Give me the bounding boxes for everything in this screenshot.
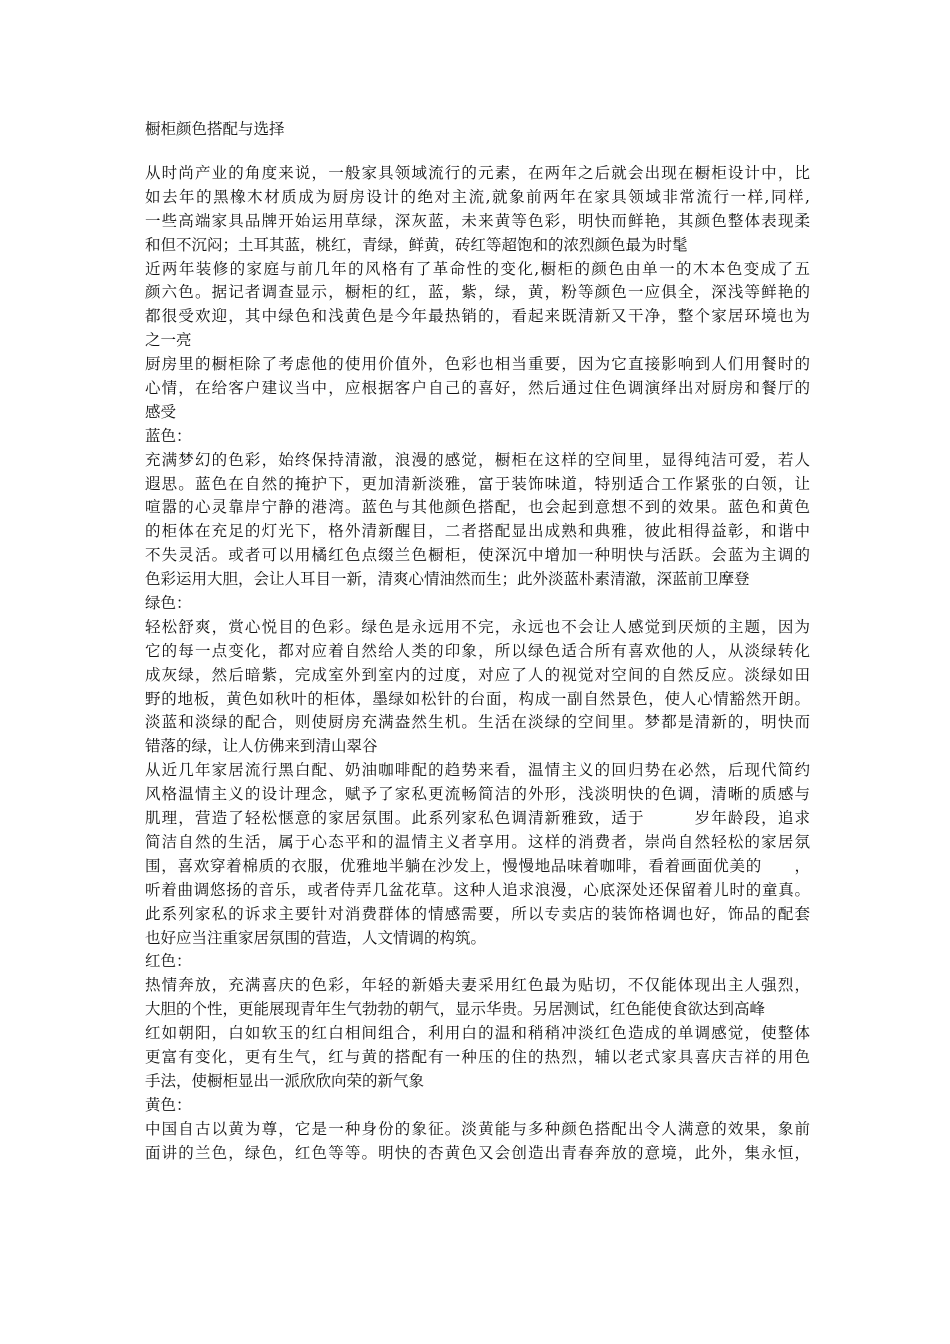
text-line: 红色： [145,952,192,971]
text-line: 遐思。蓝色在自然的掩护下，更加清新淡雅，富于装饰味道，特别适合工作紧张的白领，让 [145,474,810,493]
text-line: 黄色： [145,1095,192,1114]
text-line: 面讲的兰色，绿色，红色等等。明快的杏黄色又会创造出青春奔放的意境，此外，集永恒， [145,1143,810,1162]
text-line: 和但不沉闷；土耳其蓝，桃红，青绿，鲜黄，砖红等超饱和的浓烈颜色最为时髦 [145,235,688,254]
text-line: 颜六色。据记者调查显示，橱柜的红，蓝，紫，绿，黄，粉等颜色一应俱全，深浅等鲜艳的 [145,283,810,302]
text-line: 蓝色： [145,426,192,445]
text-line: 手法，使橱柜显出一派欣欣向荣的新气象 [145,1071,425,1090]
text-line: 从时尚产业的角度来说，一般家具领域流行的元素，在两年之后就会出现在橱柜设计中，比 [145,164,810,182]
text-line: 中国自古以黄为尊，它是一种身份的象征。淡黄能与多种颜色搭配出令人满意的效果，象前 [145,1119,810,1138]
text-line: 风格温情主义的设计理念，赋予了家私更流畅简洁的外形，浅淡明快的色调，清晰的质感与 [145,785,810,804]
text-line: 它的每一点变化，都对应着自然给人类的印象，所以绿色适合所有喜欢他的人，从淡绿转化 [145,641,810,660]
text-line: 红如朝阳，白如软玉的红白相间组合，利用白的温和稍稍冲淡红色造成的单调感觉，使整体 [145,1024,810,1043]
text-line: 充满梦幻的色彩，始终保持清澈，浪漫的感觉，橱柜在这样的空间里，显得纯洁可爱，若人 [145,450,810,469]
text-line: 一些高端家具品牌开始运用草绿，深灰蓝，未来黄等色彩，明快而鲜艳，其颜色整体表现柔 [145,211,810,230]
text-line: 近两年装修的家庭与前几年的风格有了革命性的变化,橱柜的颜色由单一的木本色变成了五 [145,259,810,278]
text-line: 简洁自然的生活，属于心态平和的温情主义者享用。这样的消费者，崇尚自然轻松的家居氛 [145,832,810,851]
text-line: 淡蓝和淡绿的配合，则使厨房充满盎然生机。生活在淡绿的空间里。梦都是清新的，明快而 [145,713,810,732]
text-line: 此系列家私的诉求主要针对消费群体的情感需要，所以专卖店的装饰格调也好，饰品的配套 [145,904,810,923]
text-line: 都很受欢迎，其中绿色和浅黄色是今年最热销的，看起来既清新又干净，整个家居环境也为 [145,307,810,326]
text-line: 也好应当注重家居氛围的营造，人文情调的构筑。 [145,928,487,947]
text-line: 如去年的黑橡木材质成为厨房设计的绝对主流,就象前两年在家具领域非常流行一样,同样, [145,187,810,206]
text-line: 错落的绿，让人仿佛来到清山翠谷 [145,737,378,756]
document-title: 橱柜颜色搭配与选择 [145,120,285,138]
text-line: 色彩运用大胆，会让人耳目一新，清爽心情油然而生；此外淡蓝朴素清澈，深蓝前卫摩登 [145,570,750,589]
text-line: 喧嚣的心灵靠岸宁静的港湾。蓝色与其他颜色搭配，也会起到意想不到的效果。蓝色和黄色 [145,498,810,517]
text-line: 心情，在给客户建议当中，应根据客户自己的喜好，然后通过住色调演绎出对厨房和餐厅的 [145,379,810,398]
text-line: 野的地板，黄色如秋叶的柜体，墨绿如松针的台面，构成一副自然景色，使人心情豁然开朗。 [145,689,810,708]
document-body [145,162,810,1165]
text-line: 之一亮 [145,331,192,350]
text-line: 围，喜欢穿着棉质的衣服，优雅地半躺在沙发上，慢慢地品味着咖啡，看着画面优美的 ， [145,856,810,875]
text-line: 肌理，营造了轻松惬意的家居氛围。此系列家私色调清新雅致，适于 岁年龄段，追求 [145,809,810,828]
text-line: 绿色： [145,594,192,613]
text-line: 热情奔放，充满喜庆的色彩，年轻的新婚夫妻采用红色最为贴切，不仅能体现出主人强烈， [145,976,810,995]
text-line: 的柜体在充足的灯光下，格外清新醒目，二者搭配显出成熟和典雅，彼此相得益彰，和谐中 [145,522,810,541]
text-line: 不失灵活。或者可以用橘红色点缀兰色橱柜，使深沉中增加一种明快与活跃。会蓝为主调的 [145,546,810,565]
text-line: 厨房里的橱柜除了考虑他的使用价值外，色彩也相当重要，因为它直接影响到人们用餐时的 [145,355,810,374]
text-line: 从近几年家居流行黑白配、奶油咖啡配的趋势来看，温情主义的回归势在必然，后现代简约 [145,761,810,780]
text-line: 成灰绿，然后暗紫，完成室外到室内的过度，对应了人的视觉对空间的自然反应。淡绿如田 [145,665,810,684]
text-line: 轻松舒爽，赏心悦目的色彩。绿色是永远用不完，永远也不会让人感觉到厌烦的主题，因为 [145,617,810,636]
text-line: 大胆的个性，更能展现青年生气勃勃的朝气，显示华贵。另居测试，红色能使食欲达到高峰 [145,1000,766,1019]
text-line: 更富有变化，更有生气，红与黄的搭配有一种压的住的热烈，辅以老式家具喜庆吉祥的用色 [145,1047,810,1066]
text-line: 感受 [145,402,177,421]
text-line: 听着曲调悠扬的音乐，或者侍弄几盆花草。这种人追求浪漫，心底深处还保留着儿时的童真。 [145,880,810,899]
